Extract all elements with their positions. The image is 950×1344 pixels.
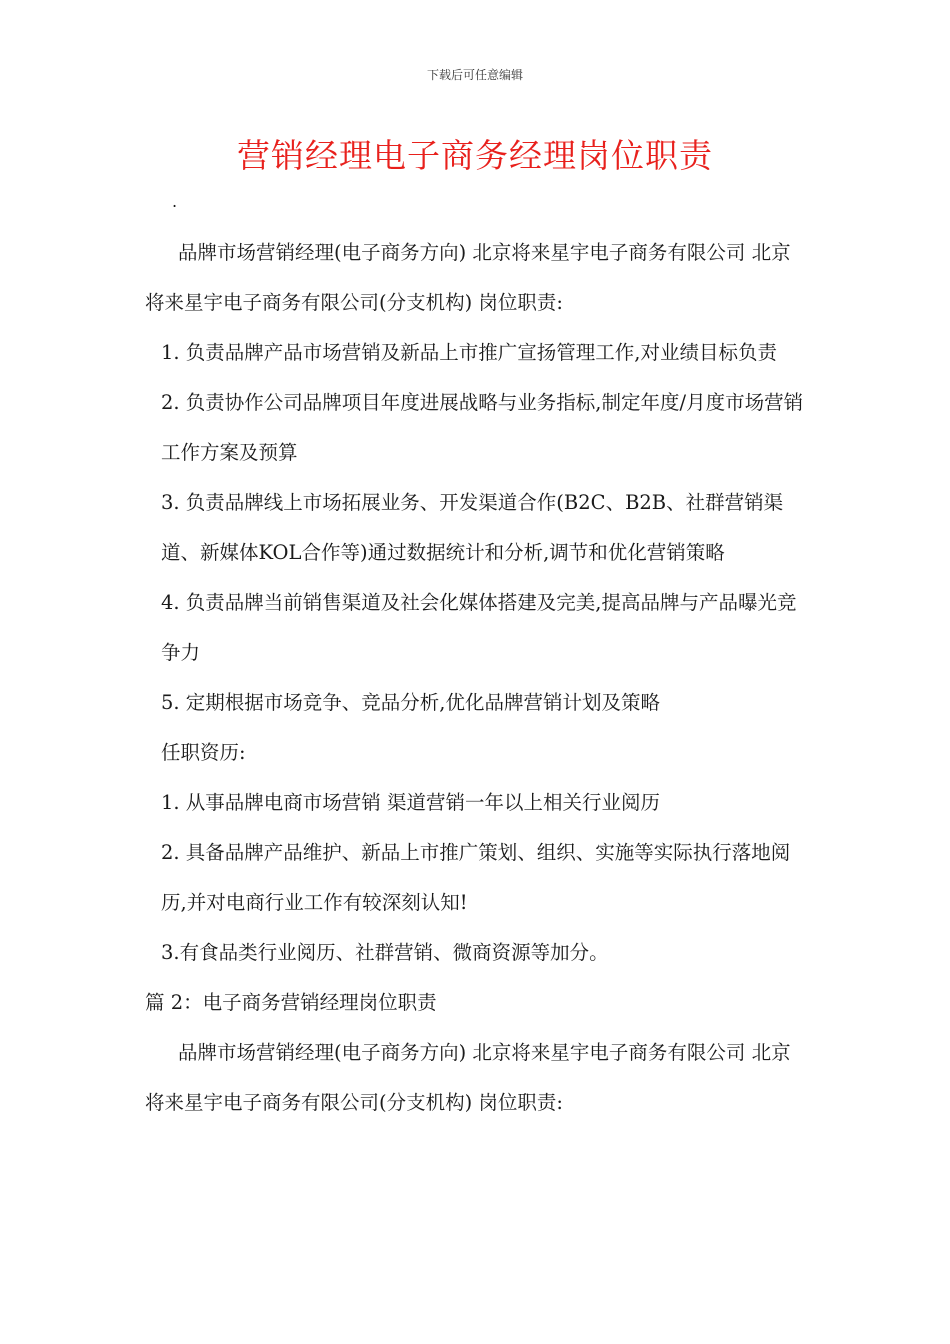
- paragraph-intro: 品牌市场营销经理(电子商务方向) 北京将来星宇电子商务有限公司 北京将来星宇电子商务有限公司(分支机构) 岗位职责:: [145, 241, 791, 314]
- list-item-qualification-1: 1. 从事品牌电商市场营销 渠道营销一年以上相关行业阅历: [161, 791, 661, 814]
- bullet-dot: .: [172, 192, 178, 211]
- list-item-qualification-3: 3.有食品类行业阅历、社群营销、微商资源等加分。: [161, 941, 609, 964]
- section-heading-part-2: 篇 2：电子商务营销经理岗位职责: [145, 991, 437, 1014]
- document-body: [145, 228, 810, 1128]
- list-item-duty-3: 3. 负责品牌线上市场拓展业务、开发渠道合作(B2C、B2B、社群营销渠道、新媒体KOL合作等)通过数据统计和分析,调节和优化营销策略: [161, 491, 784, 564]
- list-item-duty-2: 2. 负责协作公司品牌项目年度进展战略与业务指标,制定年度/月度市场营销工作方案及预算: [161, 391, 804, 464]
- page-header-note: 下载后可任意编辑: [426, 68, 523, 82]
- list-item-duty-1: 1. 负责品牌产品市场营销及新品上市推广宣扬管理工作,对业绩目标负责: [161, 341, 778, 364]
- section-heading-qualifications: 任职资历:: [161, 741, 246, 764]
- document-title: 营销经理电子商务经理岗位职责: [237, 136, 713, 175]
- paragraph-intro-2: 品牌市场营销经理(电子商务方向) 北京将来星宇电子商务有限公司 北京将来星宇电子商务有限公司(分支机构) 岗位职责:: [145, 1041, 791, 1114]
- list-item-qualification-2: 2. 具备品牌产品维护、新品上市推广策划、组织、实施等实际执行落地阅历,并对电商行业工作有较深刻认知!: [161, 841, 791, 914]
- list-item-duty-5: 5. 定期根据市场竞争、竞品分析,优化品牌营销计划及策略: [161, 691, 661, 714]
- list-item-duty-4: 4. 负责品牌当前销售渠道及社会化媒体搭建及完美,提高品牌与产品曝光竞争力: [161, 591, 797, 664]
